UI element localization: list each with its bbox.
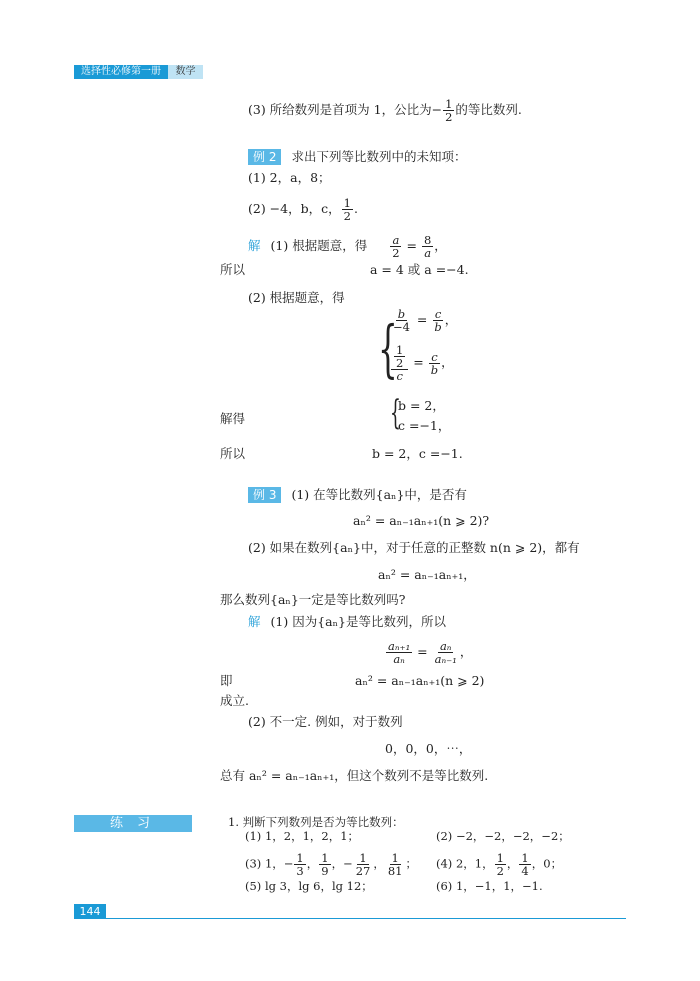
book-title: 选择性必修第一册	[74, 65, 168, 79]
ex3-eq-2: aₙ² = aₙ₋₁aₙ₊₁，	[378, 567, 476, 582]
subject-label: 数学	[168, 65, 203, 79]
left-brace: {	[378, 312, 398, 385]
solved-label: 解得	[220, 411, 246, 426]
zero-sequence: 0，0，0，⋯，	[385, 741, 472, 756]
ex3-eq-1: aₙ² = aₙ₋₁aₙ₊₁(n ⩾ 2)?	[353, 513, 490, 528]
practice-item-6: (6) 1，−1，1，−1.	[436, 879, 543, 893]
so-label-2: 所以	[220, 446, 246, 461]
ex2-item-2: (2) −4，b，c， $\frac{1}{2}$ .	[248, 196, 358, 223]
solve-c: c =−1，	[398, 418, 451, 433]
prev-conclusion: (3) 所给数列是首项为 1，公比为− $\frac{1}{2}$ 的等比数列.	[248, 97, 522, 124]
ex3-solution-2: (2) 不一定. 例如，对于数列	[248, 714, 403, 729]
page-number: 144	[74, 904, 106, 919]
practice-item-4: (4) 2，1， $\frac{1}{2}$ ， $\frac{1}{4}$ ，0；	[436, 851, 563, 878]
solve-b: b = 2，	[398, 398, 445, 413]
system-eq-1: $\frac{b}{-4}$ = $\frac{c}{b}$ ，	[393, 307, 458, 334]
ex3-q2: (2) 如果在数列{aₙ}中，对于任意的正整数 n(n ⩾ 2)，都有	[248, 540, 580, 555]
left-brace-small: {	[390, 393, 401, 433]
system-eq-2: $\frac{\frac{1}{2}}{c}$ = $\frac{c}{b}$ ，	[390, 344, 454, 382]
ex2-solution-2: (2) 根据题意，得	[248, 290, 345, 305]
ex2-solution-1: 解 (1) 根据题意，得 $\frac{a}{2}$ = $\frac{8}{a}$ ，	[248, 233, 447, 260]
ex3-q3: 那么数列{aₙ}一定是等比数列吗?	[220, 592, 406, 607]
practice-question-1: 1. 判断下列数列是否为等比数列：	[228, 815, 404, 829]
ex2-item-1: (1) 2，a，8；	[248, 170, 331, 185]
practice-item-5: (5) lg 3，lg 6，lg 12；	[245, 879, 373, 893]
practice-item-1: (1) 1，2，1，2，1；	[245, 829, 360, 843]
practice-item-3: (3) 1，− $\frac{1}{3}$ ， $\frac{1}{9}$ ，− $\frac{1}{27}$ ， $\frac{1}{81}$ ；	[245, 851, 417, 878]
ex3-eq-3: aₙ² = aₙ₋₁aₙ₊₁(n ⩾ 2)	[355, 673, 485, 688]
ex3-conclusion: 总有 aₙ² = aₙ₋₁aₙ₊₁，但这个数列不是等比数列.	[220, 768, 489, 783]
example-3-heading: 例 3 (1) 在等比数列{aₙ}中，是否有	[248, 487, 467, 503]
ji-label: 即	[220, 673, 233, 688]
ex2-result-1: a = 4 或 a =−4.	[370, 262, 469, 277]
ex2-result-2: b = 2，c =−1.	[372, 446, 463, 461]
practice-banner: 练习	[74, 815, 192, 832]
example-2-heading: 例 2 求出下列等比数列中的未知项：	[248, 149, 466, 165]
holds-text: 成立.	[220, 693, 249, 708]
so-label: 所以	[220, 262, 246, 277]
practice-item-2: (2) −2，−2，−2，−2；	[436, 829, 570, 843]
footer-rule	[106, 918, 626, 919]
ex3-solution-1: 解 (1) 因为{aₙ}是等比数列，所以	[248, 614, 446, 629]
ex3-fraction-eq: $\frac{\text{aₙ₊₁}}{\text{aₙ}}$ = $\frac{\text{aₙ}}{\text{aₙ₋₁}}$ ，	[388, 639, 473, 666]
